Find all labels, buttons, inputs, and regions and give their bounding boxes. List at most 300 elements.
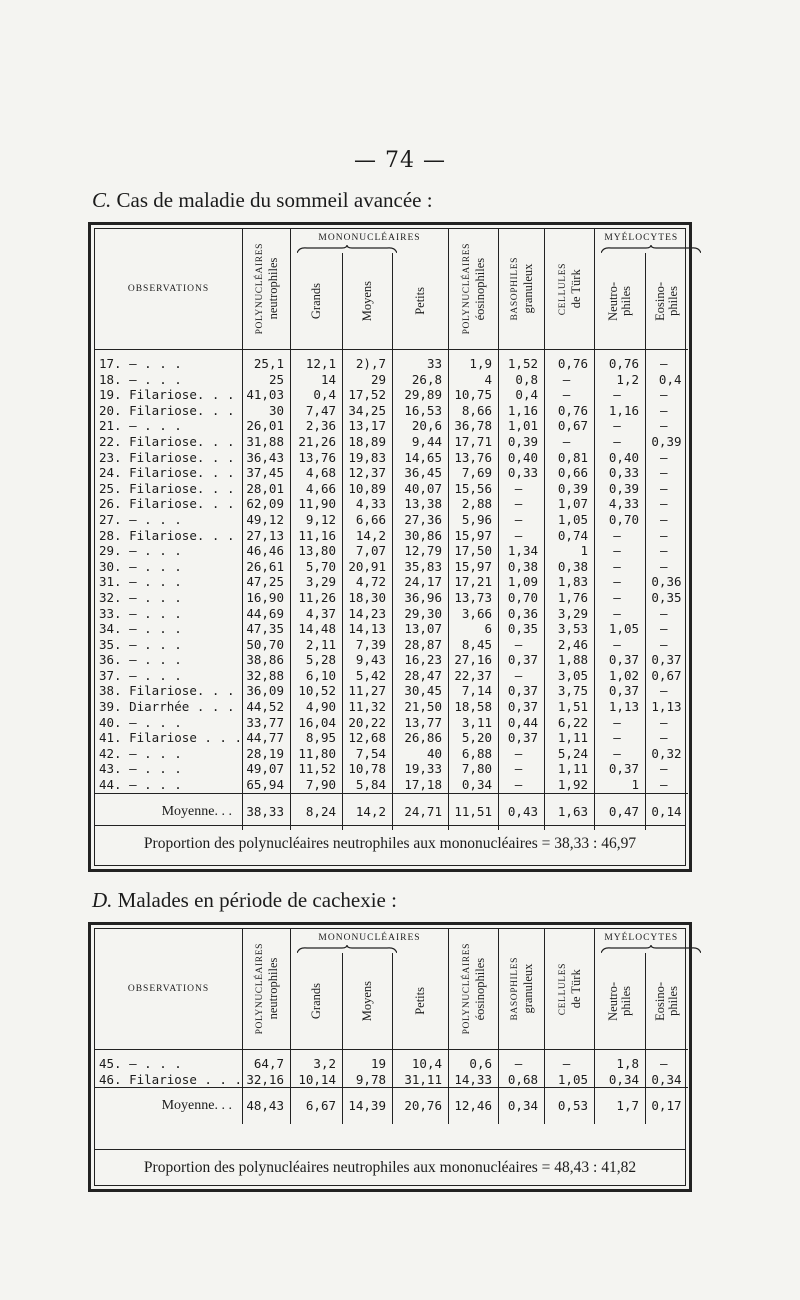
value-cell: 0,44 [499,715,545,731]
value-cell: 10,52 [291,683,343,699]
value-cell: 1,05 [545,1072,595,1088]
value-cell: 6 [449,621,499,637]
value-cell: 36,45 [393,465,449,481]
table-c-frame [88,222,692,872]
value-cell: 40,07 [393,481,449,497]
value-cell: 13,38 [393,496,449,512]
mean-value: 38,33 [243,793,291,830]
value-cell: 4 [449,372,499,388]
value-cell: — [595,418,646,434]
observation-cell: 43. — . . . [95,761,243,777]
value-cell: 1,11 [545,730,595,746]
value-cell: 2,11 [291,637,343,653]
value-cell: 14,33 [449,1072,499,1088]
value-cell: 0,39 [545,481,595,497]
observation-cell: 45. — . . . [95,1050,243,1072]
value-cell: 3,29 [545,606,595,622]
value-cell: — [595,715,646,731]
value-cell: 13,76 [449,450,499,466]
table-row [95,543,688,559]
value-cell: 1,09 [499,574,545,590]
value-cell: 14,13 [343,621,393,637]
table-row [95,450,688,466]
value-cell: — [595,730,646,746]
value-cell: — [659,356,668,371]
poly-eosino-header: POLYNUCLÉAIRES éosinophiles [449,929,499,1050]
mean-value: 48,43 [243,1088,291,1125]
value-cell: 33 [393,350,449,372]
value-cell: 10,14 [291,1072,343,1088]
value-cell: — [659,496,668,512]
value-cell: — [595,543,646,559]
value-cell: 0,76 [545,403,595,419]
value-cell: 1 [545,543,595,559]
value-cell: — [659,511,668,527]
mean-label: Moyenne. . . [95,793,243,830]
brace-icon [297,245,397,253]
value-cell: 0,40 [499,450,545,466]
value-cell: 7,07 [343,543,393,559]
value-cell: 2),7 [343,350,393,372]
value-cell: — [659,402,668,418]
value-cell: 15,97 [449,528,499,544]
value-cell: 31,88 [243,434,291,450]
value-cell: 16,04 [291,715,343,731]
value-cell: 7,14 [449,683,499,699]
value-cell: 31,11 [393,1072,449,1088]
value-cell: 9,44 [393,434,449,450]
value-cell: 44,52 [243,699,291,715]
page-number: — 74 — [354,148,446,173]
mean-value: 0,53 [545,1088,595,1125]
table-row [95,418,688,434]
value-cell: 36,09 [243,683,291,699]
value-cell: 20,22 [343,715,393,731]
observation-cell: 39. Diarrhée . . . [95,699,243,715]
value-cell: 0,38 [499,559,545,575]
value-cell: 1 [595,777,646,793]
value-cell: 0,34 [449,777,499,793]
value-cell: 0,4 [499,387,545,403]
value-cell: 7,39 [343,637,393,653]
value-cell: 10,4 [393,1050,449,1072]
observation-cell: 17. — . . . [95,350,243,372]
value-cell: 49,12 [243,512,291,528]
mean-value: 0,14 [646,793,688,830]
value-cell: 3,05 [545,668,595,684]
mean-value: 14,2 [343,793,393,830]
myelocytes-header: MYÉLOCYTES [595,929,688,953]
value-cell: 1,51 [545,699,595,715]
value-cell: 11,80 [291,746,343,762]
value-cell: — [595,637,646,653]
observation-cell: 44. — . . . [95,777,243,793]
value-cell: 5,42 [343,668,393,684]
observation-cell: 29. — . . . [95,543,243,559]
value-cell: 29 [343,372,393,388]
value-cell: 34,25 [343,403,393,419]
value-cell: 47,25 [243,574,291,590]
value-cell: 1,07 [545,496,595,512]
value-cell: 36,96 [393,590,449,606]
value-cell: 30 [243,403,291,419]
value-cell: 1,9 [449,350,499,372]
value-cell: 1,05 [595,621,646,637]
value-cell: — [499,496,545,512]
value-cell: 0,39 [595,481,646,497]
value-cell: 0,4 [291,387,343,403]
value-cell: — [499,746,545,762]
value-cell: 0,39 [499,434,545,450]
value-cell: — [659,449,668,465]
value-cell: 12,79 [393,543,449,559]
table-row [95,621,688,637]
value-cell: 4,33 [595,496,646,512]
value-cell: 32,88 [243,668,291,684]
mean-label: Moyenne. . . [95,1088,243,1125]
value-cell: 7,47 [291,403,343,419]
value-cell: 10,78 [343,761,393,777]
value-cell: 19,33 [393,761,449,777]
value-cell: 18,89 [343,434,393,450]
observations-header: OBSERVATIONS [95,229,243,350]
value-cell: 21,50 [393,699,449,715]
value-cell: — [659,730,668,746]
value-cell: 13,73 [449,590,499,606]
table-row [95,761,688,777]
petits-header: Petits [393,253,449,350]
value-cell: 4,72 [343,574,393,590]
value-cell: 44,77 [243,730,291,746]
mean-value: 1,63 [545,793,595,830]
value-cell: 0,36 [651,574,682,590]
grands-header: Grands [291,953,343,1050]
value-cell: 0,4 [658,371,682,387]
proportion-d: Proportion des polynucléaires neutrophiles aux mononucléaires = 48,43 : 41,82 [95,1149,685,1186]
value-cell: — [499,481,545,497]
value-cell: 0,37 [651,652,682,668]
observation-cell: 36. — . . . [95,652,243,668]
value-cell: 5,28 [291,652,343,668]
observation-cell: 37. — . . . [95,668,243,684]
value-cell: 4,33 [343,496,393,512]
value-cell: 18,58 [449,699,499,715]
value-cell: 1,8 [595,1050,646,1072]
value-cell: — [499,637,545,653]
value-cell: 4,37 [291,606,343,622]
value-cell: — [499,761,545,777]
observation-cell: 18. — . . . [95,372,243,388]
value-cell: — [659,1056,668,1071]
value-cell: 16,23 [393,652,449,668]
value-cell: 8,66 [449,403,499,419]
table-row [95,528,688,544]
value-cell: 20,6 [393,418,449,434]
value-cell: — [659,418,668,434]
table-row [95,496,688,512]
mean-row [95,1088,688,1125]
value-cell: 1,34 [499,543,545,559]
table-row [95,559,688,575]
value-cell: — [659,605,668,621]
value-cell: 17,21 [449,574,499,590]
value-cell: — [595,434,646,450]
mononucleaires-header: MONONUCLÉAIRES [291,929,449,953]
value-cell: 7,80 [449,761,499,777]
value-cell: 5,20 [449,730,499,746]
proportion-c: Proportion des polynucléaires neutrophiles aux mononucléaires = 38,33 : 46,97 [95,825,685,862]
value-cell: 47,35 [243,621,291,637]
value-cell: — [545,387,595,403]
value-cell: 65,94 [243,777,291,793]
value-cell: 0,34 [595,1072,646,1088]
value-cell: 9,43 [343,652,393,668]
value-cell: — [499,1050,545,1072]
value-cell: 13,17 [343,418,393,434]
value-cell: 1,83 [545,574,595,590]
observation-cell: 32. — . . . [95,590,243,606]
value-cell: 5,96 [449,512,499,528]
value-cell: — [499,528,545,544]
observation-cell: 25. Filariose. . . [95,481,243,497]
table-row [95,350,688,372]
mean-value: 0,34 [499,1088,545,1125]
value-cell: — [659,683,668,699]
value-cell: 0,8 [499,372,545,388]
table-d-frame [88,922,692,1192]
value-cell: 0,76 [595,350,646,372]
table-row [95,637,688,653]
value-cell: 11,26 [291,590,343,606]
value-cell: 1,01 [499,418,545,434]
value-cell: 30,45 [393,683,449,699]
neutro-header: Neutro- philes [595,953,646,1050]
value-cell: 0,35 [499,621,545,637]
table-row [95,574,688,590]
value-cell: — [659,621,668,637]
value-cell: 13,76 [291,450,343,466]
moyens-header: Moyens [343,253,393,350]
table-row [95,403,688,419]
value-cell: 0,81 [545,450,595,466]
observation-cell: 22. Filariose. . . [95,434,243,450]
value-cell: 0,33 [595,465,646,481]
value-cell: 26,61 [243,559,291,575]
value-cell: 14,2 [343,528,393,544]
table-row [95,1072,688,1088]
value-cell: 33,77 [243,715,291,731]
mean-value: 1,7 [595,1088,646,1125]
value-cell: 26,86 [393,730,449,746]
value-cell: 24,17 [393,574,449,590]
table-row [95,606,688,622]
value-cell: 11,16 [291,528,343,544]
table-row [95,590,688,606]
table-row [95,715,688,731]
observation-cell: 38. Filariose. . . [95,683,243,699]
value-cell: 6,66 [343,512,393,528]
value-cell: 20,91 [343,559,393,575]
observation-cell: 40. — . . . [95,715,243,731]
table-row [95,652,688,668]
mean-value: 8,24 [291,793,343,830]
observation-cell: 19. Filariose. . . [95,387,243,403]
table-row [95,699,688,715]
observation-cell: 42. — . . . [95,746,243,762]
value-cell: 0,37 [595,761,646,777]
observation-cell: 20. Filariose. . . [95,403,243,419]
value-cell: 5,70 [291,559,343,575]
value-cell: 6,88 [449,746,499,762]
value-cell: — [595,559,646,575]
mean-value: 24,71 [393,793,449,830]
myelocytes-header: MYÉLOCYTES [595,229,688,253]
value-cell: 14,48 [291,621,343,637]
petits-header: Petits [393,953,449,1050]
mononucleaires-header: MONONUCLÉAIRES [291,229,449,253]
value-cell: — [595,746,646,762]
table-row [95,372,688,388]
value-cell: 1,02 [595,668,646,684]
value-cell: 7,69 [449,465,499,481]
value-cell: 62,09 [243,496,291,512]
value-cell: 7,54 [343,746,393,762]
cellules-header: CELLULES de Türk [545,229,595,350]
value-cell: 29,30 [393,606,449,622]
value-cell: 16,90 [243,590,291,606]
value-cell: 46,46 [243,543,291,559]
value-cell: 1,88 [545,652,595,668]
basophiles-header: BASOPHILES granuleux [499,229,545,350]
value-cell: 0,74 [545,528,595,544]
value-cell: 64,7 [243,1050,291,1072]
value-cell: 16,53 [393,403,449,419]
value-cell: — [595,590,646,606]
value-cell: 15,97 [449,559,499,575]
mean-value: 14,39 [343,1088,393,1125]
value-cell: 5,24 [545,746,595,762]
value-cell: 9,78 [343,1072,393,1088]
value-cell: 0,68 [499,1072,545,1088]
moyens-header: Moyens [343,953,393,1050]
value-cell: 1,13 [595,699,646,715]
value-cell: 1,13 [651,699,682,715]
value-cell: 0,39 [651,433,682,449]
value-cell: 0,37 [499,683,545,699]
value-cell: 0,35 [651,589,682,605]
table-row [95,465,688,481]
value-cell: 3,2 [291,1050,343,1072]
table-row [95,1050,688,1072]
value-cell: 12,37 [343,465,393,481]
observations-header: OBSERVATIONS [95,929,243,1050]
observation-cell: 24. Filariose. . . [95,465,243,481]
value-cell: 8,45 [449,637,499,653]
value-cell: — [595,606,646,622]
value-cell: 28,01 [243,481,291,497]
value-cell: 12,68 [343,730,393,746]
observation-cell: 33. — . . . [95,606,243,622]
value-cell: 15,56 [449,481,499,497]
value-cell: 0,32 [651,745,682,761]
mean-value: 6,67 [291,1088,343,1125]
table-row [95,387,688,403]
value-cell: 9,12 [291,512,343,528]
value-cell: 50,70 [243,637,291,653]
value-cell: 1,16 [499,403,545,419]
value-cell: 1,92 [545,777,595,793]
value-cell: 3,75 [545,683,595,699]
value-cell: 38,86 [243,652,291,668]
value-cell: 14,65 [393,450,449,466]
mean-value: 11,51 [449,793,499,830]
value-cell: 22,37 [449,668,499,684]
value-cell: 0,37 [499,699,545,715]
grands-header: Grands [291,253,343,350]
value-cell: — [659,543,668,559]
section-d-heading [92,888,397,913]
value-cell: 0,70 [595,512,646,528]
table-d [95,929,688,1124]
value-cell: 0,34 [651,1071,682,1087]
value-cell: 41,03 [243,387,291,403]
value-cell: — [659,480,668,496]
value-cell: 0,37 [499,652,545,668]
value-cell: — [659,636,668,652]
value-cell: — [659,761,668,777]
value-cell: 8,95 [291,730,343,746]
value-cell: 1,16 [595,403,646,419]
value-cell: 13,80 [291,543,343,559]
value-cell: 11,27 [343,683,393,699]
value-cell: 28,19 [243,746,291,762]
value-cell: 26,8 [393,372,449,388]
value-cell: — [545,434,595,450]
value-cell: 25,1 [243,350,291,372]
value-cell: — [659,465,668,481]
value-cell: 7,90 [291,777,343,793]
value-cell: 49,07 [243,761,291,777]
value-cell: 0,38 [545,559,595,575]
observation-cell: 46. Filariose . . . [95,1072,243,1088]
value-cell: 36,43 [243,450,291,466]
table-row [95,730,688,746]
value-cell: — [595,574,646,590]
mean-value: 0,43 [499,793,545,830]
value-cell: 37,45 [243,465,291,481]
value-cell: 0,37 [595,683,646,699]
value-cell: 13,77 [393,715,449,731]
value-cell: 0,66 [545,465,595,481]
value-cell: — [545,372,595,388]
value-cell: 3,11 [449,715,499,731]
value-cell: 14 [291,372,343,388]
value-cell: 25 [243,372,291,388]
section-c-heading [92,188,433,213]
value-cell: 40 [393,746,449,762]
value-cell: 28,47 [393,668,449,684]
value-cell: 27,13 [243,528,291,544]
value-cell: 26,01 [243,418,291,434]
observation-cell: 21. — . . . [95,418,243,434]
value-cell: 0,67 [651,667,682,683]
eosino-header: Eosino- philes [646,953,688,1050]
table-row [95,668,688,684]
value-cell: 0,37 [595,652,646,668]
value-cell: 2,46 [545,637,595,653]
value-cell: 12,1 [291,350,343,372]
value-cell: — [595,387,646,403]
